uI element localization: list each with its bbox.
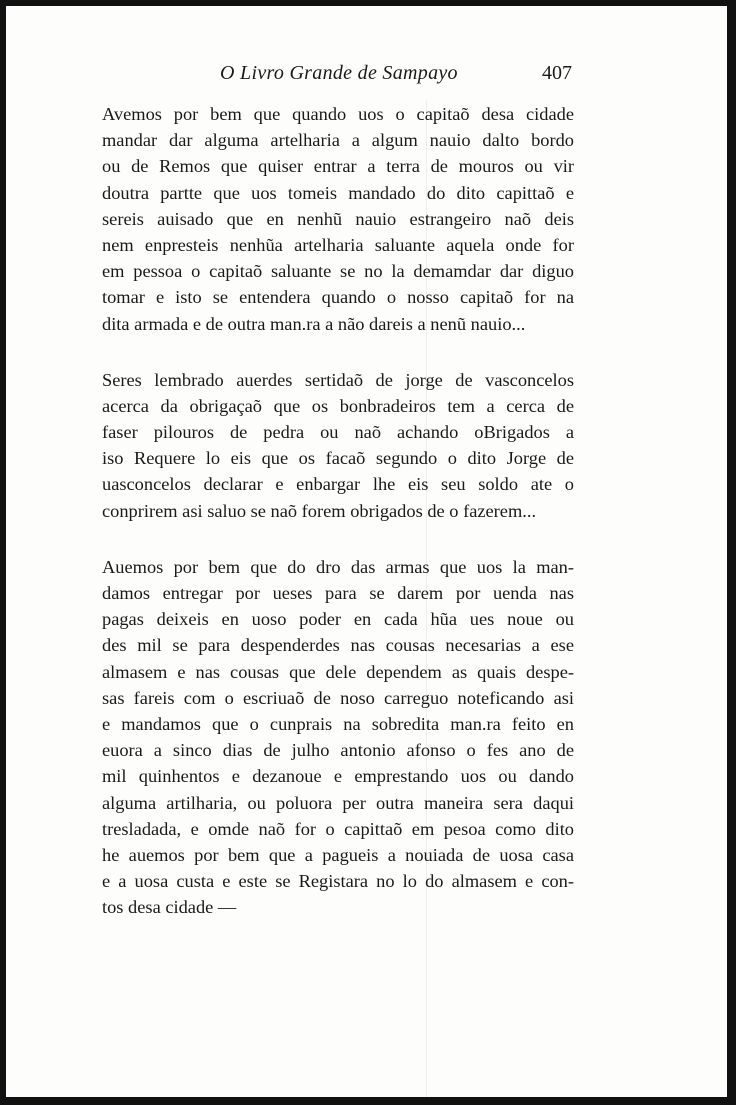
text-line: pagas deixeis en uoso poder en cada hũa ues noue ou bbox=[102, 609, 574, 630]
scan-border-top bbox=[0, 0, 736, 6]
paragraph bbox=[102, 101, 574, 337]
text-line: tos desa cidade — bbox=[102, 897, 237, 918]
text-line: Seres lembrado auerdes sertidaõ de jorge de vasconcelos bbox=[102, 369, 574, 390]
text-line: dita armada e de outra man.ra a não dareis a nenũ nauio... bbox=[102, 313, 526, 334]
text-line: des mil se para despenderdes nas cousas necesarias a ese bbox=[102, 635, 574, 656]
scan-border-left bbox=[0, 0, 6, 1105]
text-line: e mandamos que o cunprais na sobredita man.ra feito en bbox=[102, 713, 574, 734]
text-line: faser pilouros de pedra ou naõ achando oBrigados a bbox=[102, 422, 574, 443]
text-line: he auemos por bem que a pagueis a nouiada de uosa casa bbox=[102, 844, 574, 865]
scan-border-right bbox=[727, 0, 736, 1105]
paragraph bbox=[102, 554, 574, 921]
text-line: doutra partte que uos tomeis mandado do dito capittaõ e bbox=[102, 182, 574, 203]
text-line: tresladada, e omde naõ for o capittaõ em pesoa como dito bbox=[102, 818, 574, 839]
text-line: damos entregar por ueses para se darem por uenda nas bbox=[102, 583, 574, 603]
page-header bbox=[102, 58, 572, 90]
text-line: em pessoa o capitaõ saluante se no la demamdar dar diguo bbox=[102, 261, 574, 282]
text-line: mil quinhentos e dezanoue e emprestando uos ou dando bbox=[102, 766, 574, 787]
scan-border-bottom bbox=[0, 1097, 736, 1105]
text-line: conprirem asi saluo se naõ forem obrigados de o fazerem... bbox=[102, 500, 537, 521]
text-line: sas fareis com o escriuaõ de noso carreguo noteficando asi bbox=[102, 687, 574, 708]
text-line: e a uosa custa e este se Registara no lo do almasem e con- bbox=[102, 871, 574, 892]
text-line: tomar e isto se entendera quando o nosso capitaõ for na bbox=[102, 287, 574, 308]
running-title: O Livro Grande de Sampayo bbox=[220, 62, 458, 84]
text-line: euora a sinco dias de julho antonio afonso o fes ano de bbox=[102, 740, 574, 761]
text-line: almasem e nas cousas que dele dependem as quais despe- bbox=[102, 661, 574, 682]
text-line: sereis auisado que en nenhũ nauio estrangeiro naõ deis bbox=[102, 208, 574, 229]
text-line: acerca da obrigaçaõ que os bonbradeiros tem a cerca de bbox=[102, 395, 574, 416]
text-line: ou de Remos que quiser entrar a terra de mouros ou vir bbox=[102, 156, 574, 177]
page-number: 407 bbox=[542, 62, 572, 84]
text-line: Avemos por bem que quando uos o capitaõ desa cidade bbox=[102, 104, 574, 124]
body-text bbox=[102, 101, 574, 950]
paragraph bbox=[102, 367, 574, 524]
text-line: iso Requere lo eis que os facaõ segundo o dito Jorge de bbox=[102, 448, 574, 469]
text-line: nem enpresteis nenhũa artelharia saluante aquela onde for bbox=[102, 234, 574, 255]
text-line: uasconcelos declarar e enbargar lhe eis seu soldo ate o bbox=[102, 474, 574, 495]
text-line: alguma artilharia, ou poluora per outra maneira sera daqui bbox=[102, 792, 574, 813]
text-line: mandar dar alguma artelharia a algum nauio dalto bordo bbox=[102, 130, 574, 151]
text-line: Auemos por bem que do dro das armas que uos la man- bbox=[102, 556, 574, 577]
